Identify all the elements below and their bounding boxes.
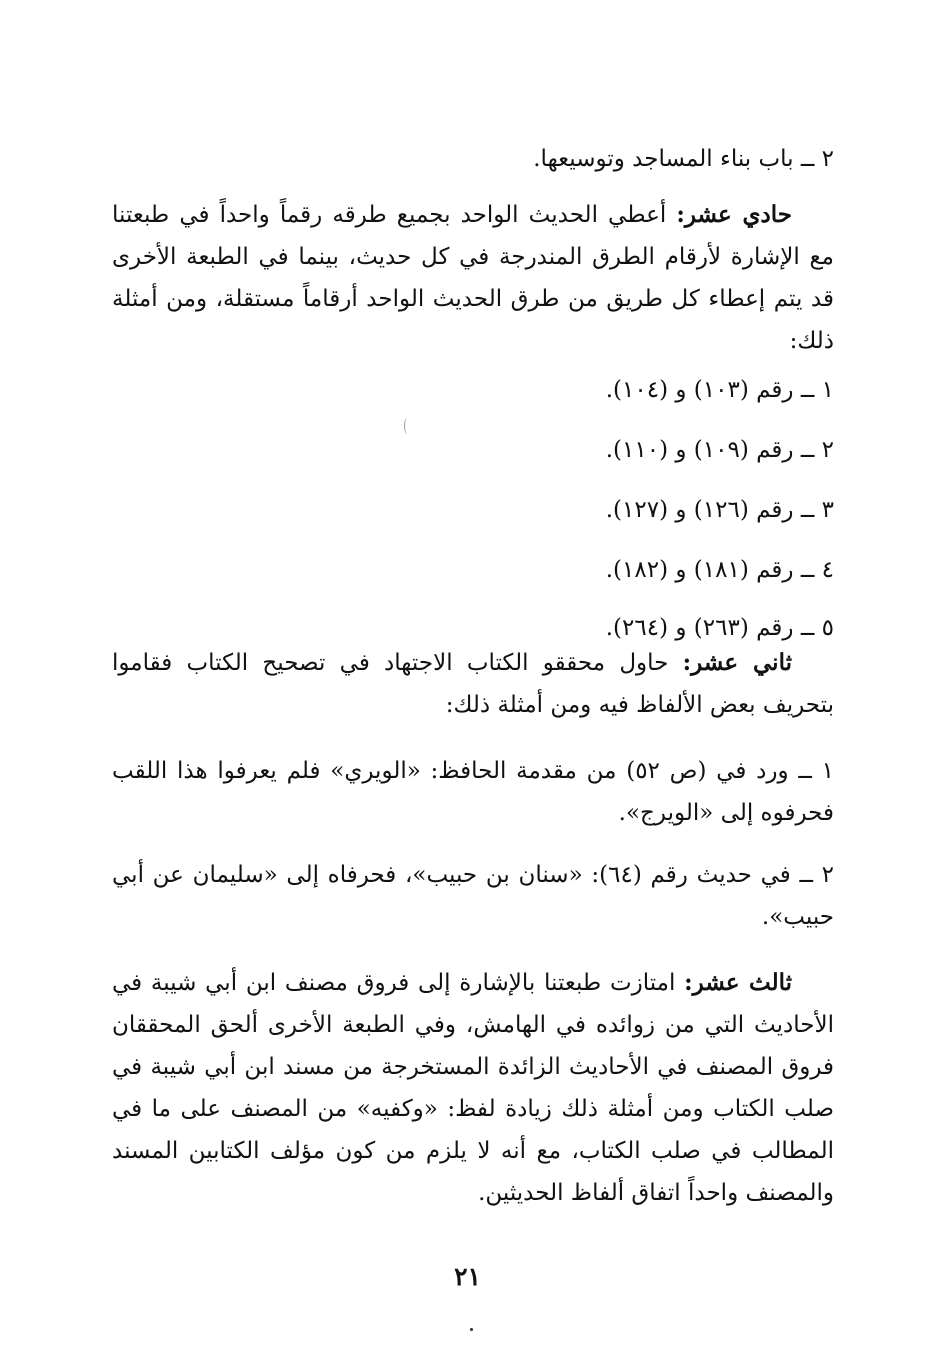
example-item-5: ٥ ــ رقم (٢٦٣) و (٢٦٤).: [605, 615, 834, 641]
scan-artifact-dot: [470, 1328, 473, 1331]
section-twelve-example-1: ١ ــ ورد في (ص ٥٢) من مقدمة الحافظ: «الويري» فلم يعرفوا هذا اللقب فحرفوه إلى «الويرج».: [112, 758, 834, 826]
example-item-4: ٤ ــ رقم (١٨١) و (١٨٢).: [605, 557, 834, 583]
example-item-3: ٣ ــ رقم (١٢٦) و (١٢٧).: [605, 497, 834, 523]
section-twelve-heading: ثاني عشر:: [682, 649, 792, 676]
section-thirteen-body: امتازت طبعتنا بالإشارة إلى فروق مصنف ابن أبي شيبة في الأحاديث التي من زوائده في الهامش، وفي الطبعة الأخرى ألحق المحققان فروق المصنف في الأحاديث الزائدة المستخرجة من مسند ابن أبي شيبة في صلب الكتاب ومن أمثلة ذلك زيادة لفظ: «وكفيه» من المصنف على ما في المطالب في صلب الكتاب، مع أنه لا يلزم من كون مؤلف الكتابين المسند والمصنف واحداً اتفاق ألفاظ الحديثين.: [112, 970, 834, 1206]
section-eleven-body: أعطي الحديث الواحد بجميع طرقه رقماً واحداً في طبعتنا مع الإشارة لأرقام الطرق المندرجة في كل حديث، بينما في الطبعة الأخرى قد يتم إعطاء كل طريق من طرق الحديث الواحد أرقاماً مستقلة، ومن أمثلة ذلك:: [112, 202, 834, 354]
list-item-mosque-chapter: ٢ ــ باب بناء المساجد وتوسيعها.: [533, 146, 834, 172]
section-twelve-paragraph: [112, 642, 834, 726]
section-twelve-example-2: ٢ ــ في حديث رقم (٦٤): «سنان بن حبيب»، فحرفاه إلى «سليمان عن أبي حبيب».: [112, 862, 835, 930]
section-eleven-paragraph: [112, 194, 834, 362]
section-twelve-body: حاول محققو الكتاب الاجتهاد في تصحيح الكتاب فقاموا بتحريف بعض الألفاظ فيه ومن أمثلة ذلك:: [112, 650, 834, 718]
section-thirteen-paragraph: [112, 962, 834, 1214]
example-item-2: ٢ ــ رقم (١٠٩) و (١١٠).: [605, 437, 834, 463]
page-number: ٢١: [454, 1262, 481, 1291]
section-eleven-heading: حادي عشر:: [676, 201, 793, 228]
section-thirteen-heading: ثالث عشر:: [684, 969, 792, 996]
example-item-1: ١ ــ رقم (١٠٣) و (١٠٤).: [605, 377, 834, 403]
scan-artifact-mark: [404, 418, 411, 434]
